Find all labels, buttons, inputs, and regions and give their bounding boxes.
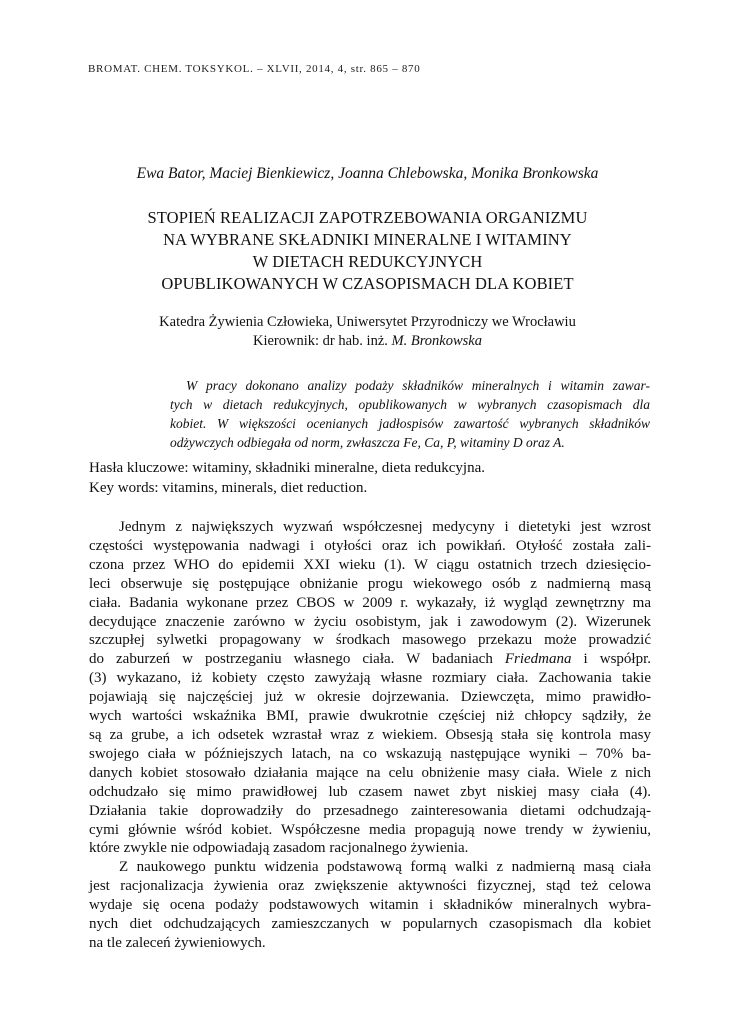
- head-label: Kierownik: dr hab. inż.: [252, 333, 392, 349]
- paragraph-line: które zwykle nie odpowiadają zasadom racjonalnego żywienia.: [89, 840, 469, 857]
- head-name: M. Bronkowska: [391, 333, 482, 349]
- paragraph-line: Jednym z największych wyzwań współczesnej medycyny i dietetyki jest wzrost: [119, 519, 651, 535]
- paragraph-line: na tle zaleceń żywieniowych.: [89, 934, 266, 951]
- paragraph-line: danych kobiet stosowało działania mające na celu obniżenie masy ciała. Wiele z nich: [89, 764, 651, 781]
- abstract-line: W pracy dokonano analizy podaży składników mineralnych i witamin zawar-: [186, 378, 650, 393]
- paragraph-line: częstości występowania nadwagi i otyłości oraz ich powikłań. Otyłość została zali-: [89, 537, 651, 554]
- paragraph-line: (3) wykazano, iż kobiety często zawyżają własne rozmiary ciała. Zachowania takie: [89, 670, 651, 687]
- paragraph-line: decydujące znaczenie zarówno w życiu osobistym, jak i zawodowym (2). Wizerunek: [89, 613, 651, 630]
- paragraph-line: ciała. Badania wykonane przez CBOS w 2009 r. wykazały, iż wygląd zewnętrzny ma: [89, 594, 651, 611]
- keywords: [89, 458, 649, 498]
- paragraph-line: Z naukowego punktu widzenia podstawową formą walki z nadmierną masą ciała: [119, 859, 651, 876]
- journal-header: BROMAT. CHEM. TOKSYKOL. – XLVII, 2014, 4, str. 865 – 870: [88, 63, 421, 75]
- paragraph-line: swojego ciała w późniejszych latach, na co wskazują następujące wyniki – 70% ba-: [89, 745, 651, 762]
- department: Katedra Żywienia Człowieka, Uniwersytet Przyrodniczy we Wrocławiu: [159, 314, 576, 330]
- paragraph-line: wych wartości wskaźnika BMI, prawie dwukrotnie częściej niż chłopcy sądziły, że: [89, 708, 651, 725]
- title-line: W DIETACH REDUKCYJNYCH: [252, 252, 483, 271]
- abstract-line: tych w dietach redukcyjnych, opublikowanych w wybranych czasopismach dla: [170, 397, 650, 412]
- paragraph-line: pojawiają się najczęściej już w okresie dojrzewania. Dziewczęta, mimo prawidło-: [89, 689, 651, 706]
- body-text: [89, 518, 651, 953]
- paragraph-line: szczupłej sylwetki propagowany w środkach masowego przekazu może prowadzić: [89, 632, 651, 649]
- paragraph-line: [89, 650, 651, 669]
- keywords-polish: Hasła kluczowe: witaminy, składniki mineralne, dieta redukcyjna.: [89, 460, 485, 476]
- keywords-english: Key words: vitamins, minerals, diet reduction.: [89, 480, 368, 496]
- title-line: NA WYBRANE SKŁADNIKI MINERALNE I WITAMINY: [163, 230, 572, 249]
- cited-author: Friedmana: [504, 651, 572, 668]
- abstract-line: odżywczych odbiegała od norm, zwłaszcza Fe, Ca, P, witaminy D oraz A.: [170, 435, 565, 450]
- paragraph-line: są za grube, a ich odsetek wzrastał wraz z wiekiem. Obsesją stała się kontrola masy: [89, 726, 651, 743]
- line-text: i współpr.: [571, 651, 651, 668]
- department-head: [0, 332, 735, 351]
- paragraph-line: jest racjonalizacja żywienia oraz zwiększenie aktywności fizycznej, stąd też celowa: [89, 878, 651, 895]
- affiliation: [0, 313, 735, 351]
- paragraph-line: cymi głównie wśród kobiet. Współczesne media propagują nowe trendy w żywieniu,: [89, 821, 651, 838]
- paragraph-line: wydaje się ocena podaży podstawowych witamin i składników mineralnych wybra-: [89, 897, 651, 914]
- paragraph-line: nych diet odchudzających zamieszczanych w popularnych czasopismach dla kobiet: [89, 916, 651, 933]
- article-title: [0, 207, 735, 295]
- paragraph-line: odchudzało się mimo prawidłowej lub czasem nawet zbyt niskiej masy ciała (4).: [89, 783, 651, 800]
- line-text: do zaburzeń w postrzeganiu własnego ciała. W badaniach: [89, 651, 505, 668]
- author-list: Ewa Bator, Maciej Bienkiewicz, Joanna Chlebowska, Monika Bronkowska: [136, 165, 599, 182]
- title-line: STOPIEŃ REALIZACJI ZAPOTRZEBOWANIA ORGANIZMU: [147, 208, 588, 227]
- paragraph-line: czona przez WHO do epidemii XXI wieku (1). W ciągu ostatnich trzech dziesięcio-: [89, 556, 651, 573]
- title-line: OPUBLIKOWANYCH W CZASOPISMACH DLA KOBIET: [161, 274, 574, 293]
- abstract: [170, 376, 650, 452]
- paragraph-line: Działania takie doprowadziły do przesadnego zainteresowania dietami odchudzają-: [89, 802, 651, 819]
- abstract-line: kobiet. W większości ocenianych jadłospisów zawartość wybranych składników: [170, 416, 650, 431]
- paragraph-line: leci obserwuje się postępujące obniżanie progu wiekowego osób z nadmierną masą: [89, 575, 651, 592]
